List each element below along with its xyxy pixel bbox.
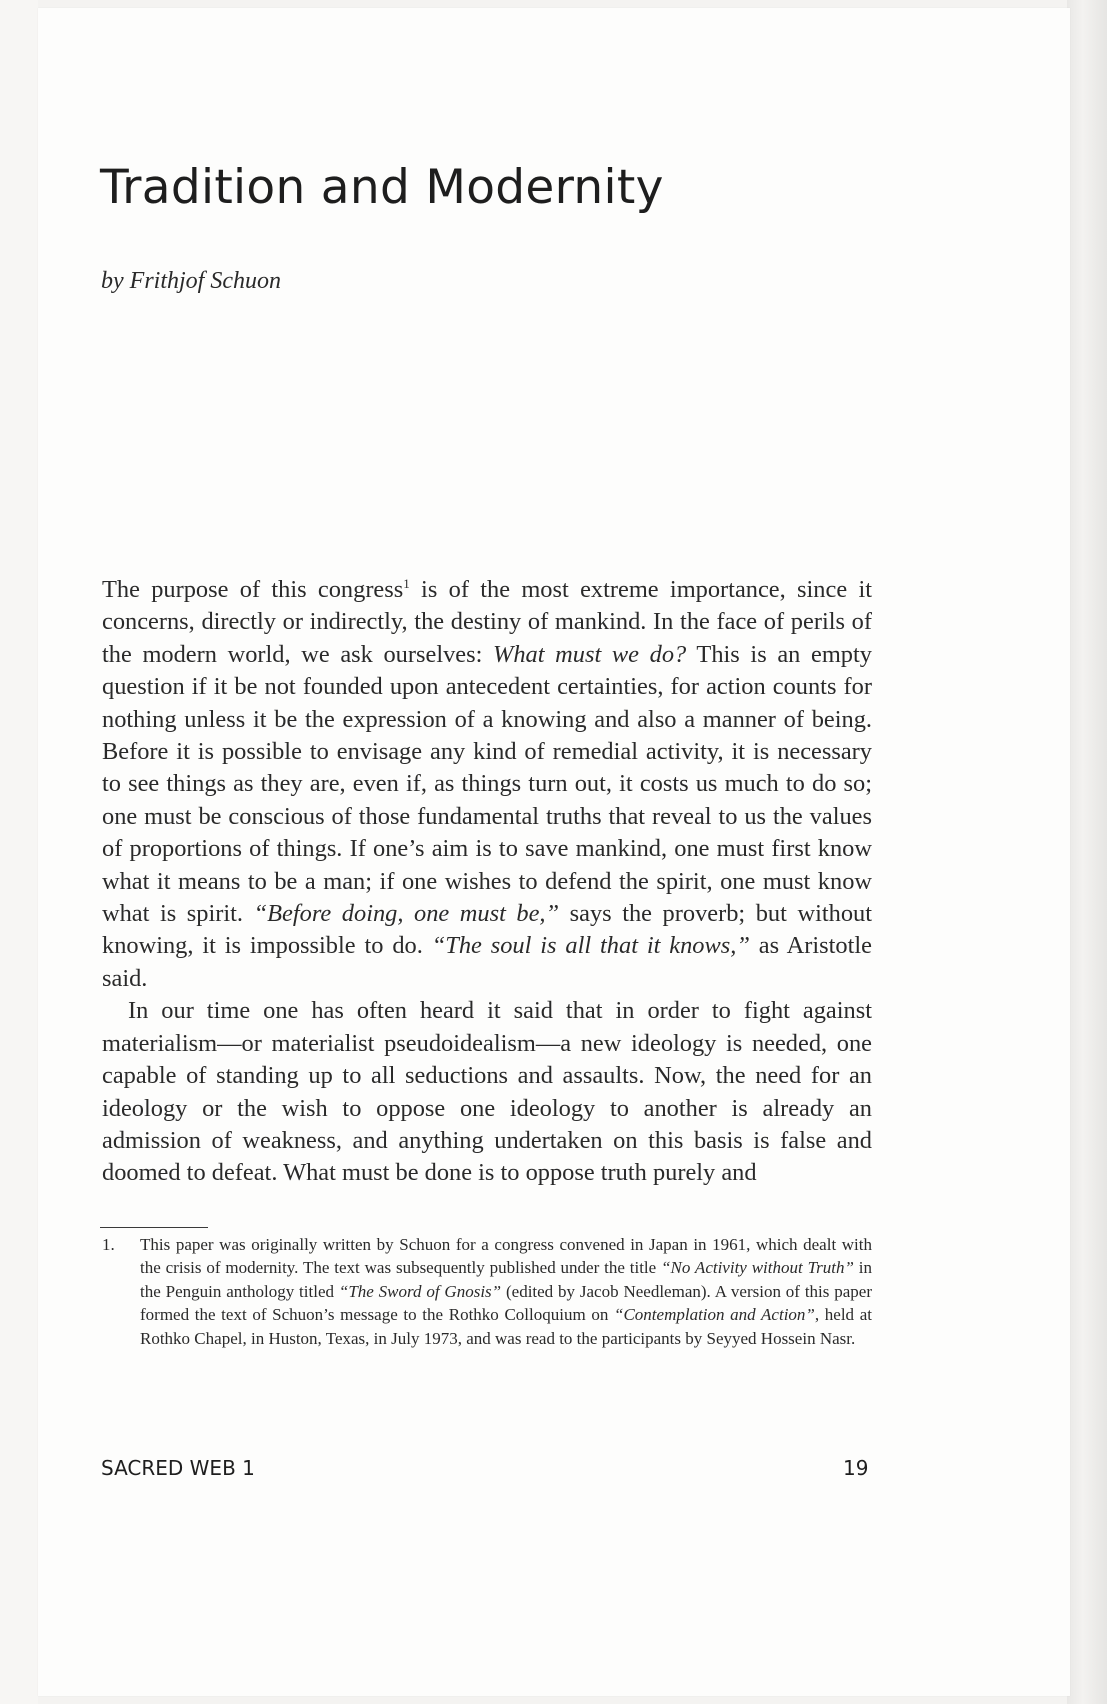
fn-text-4: , held at Rothko Chapel, in Huston, Texas, in July 1973, and was read to the participants by Seyyed Hossein Nasr.	[140, 1305, 872, 1348]
body-paragraph-2: In our time one has often heard it said that in order to fight against materialism—or materialist pseudoidealism—a new ideology is needed, one capable of standing up to all seductions and assaults. Now, the need for an ideology or the wish to oppose one ideology to another is already an admission of weakness, and anything undertaken on this basis is false and doomed to defeat. What must be done is to oppose truth purely and	[102, 997, 872, 1187]
fn-italic-title-1: “No Activity without Truth”	[661, 1258, 854, 1278]
footnote	[102, 1233, 872, 1350]
footnote-number: 1.	[102, 1235, 115, 1254]
page-number: 19	[843, 1456, 869, 1480]
p1-text-5: as Aristotle said.	[102, 932, 872, 992]
p1-text-1: The purpose of this congress	[102, 576, 404, 603]
scan-left-margin	[0, 0, 38, 1704]
scan-right-edge	[1067, 0, 1107, 1704]
fn-text-3: (edited by Jacob Needleman). A version of this paper formed the text of Schuon’s message to the Rothko Colloquium on	[140, 1281, 872, 1325]
p1-italic-aristotle-quote: “The soul is all that it knows,”	[431, 932, 750, 960]
footnote-reference: 1	[403, 576, 410, 591]
p1-italic-question: What must we do?	[493, 640, 687, 668]
p1-text-4: says the proverb; but without knowing, it is impossible to do.	[102, 900, 872, 960]
running-footer-journal: SACRED WEB 1	[101, 1456, 255, 1480]
body-paragraph-1	[102, 574, 872, 995]
p1-text-3: This is an empty question if it be not founded upon antecedent certainties, for action counts for nothing unless it be the expression of a knowing and also a manner of being. Before it is possible to envisage any kind of remedial activity, it is necessary to see things as they are, even if, as things turn out, it costs us much to do so; one must be conscious of those fundamental truths that reveal to us the values of proportions of things. If one’s aim is to save mankind, one must first know what it means to be a man; if one wishes to defend the spirit, one must know what is spirit.	[102, 640, 872, 928]
article-title: Tradition and Modernity	[100, 160, 664, 215]
footnote-text	[140, 1233, 872, 1350]
p1-text-2: is of the most extreme importance, since it concerns, directly or indirectly, the destiny of mankind. In the face of perils of the modern world, we ask ourselves:	[102, 576, 872, 668]
p1-italic-proverb: “Before doing, one must be,”	[253, 900, 560, 928]
fn-text-1: This paper was originally written by Schuon for a congress convened in Japan in 1961, which dealt with the crisis of modernity. The text was subsequently published under the title	[140, 1235, 872, 1278]
article-body	[102, 574, 872, 1190]
fn-text-2: in the Penguin anthology titled	[140, 1258, 872, 1301]
footnote-divider	[100, 1227, 208, 1228]
fn-italic-title-3: “Contemplation and Action”	[614, 1305, 815, 1325]
fn-italic-title-2: “The Sword of Gnosis”	[338, 1281, 502, 1301]
article-byline: by Frithjof Schuon	[101, 268, 281, 294]
